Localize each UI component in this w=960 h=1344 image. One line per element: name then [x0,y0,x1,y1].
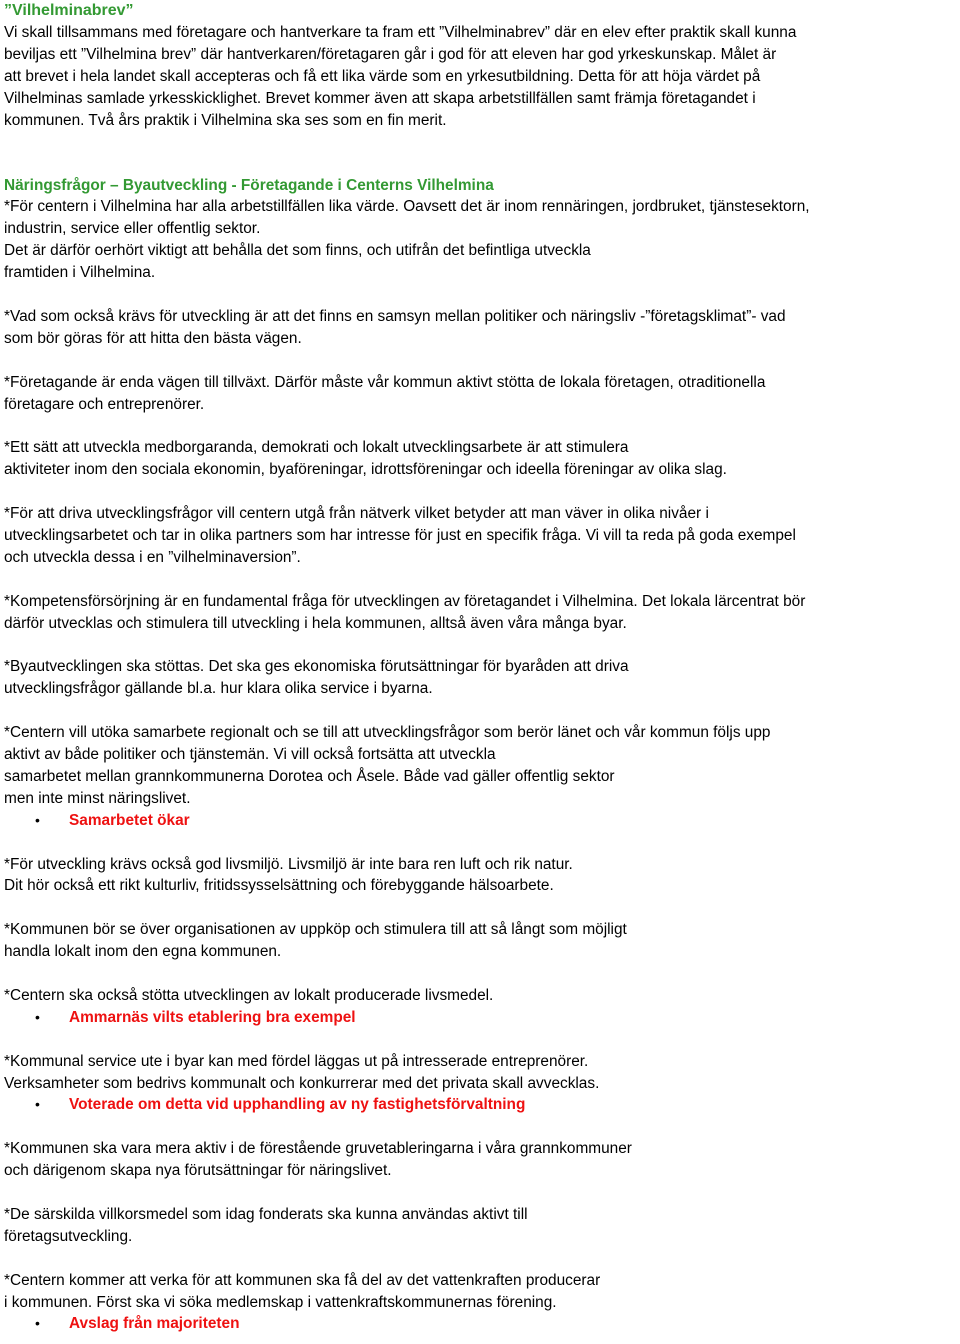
paragraph-line: *Centern ska också stötta utvecklingen av lokalt producerade livsmedel. [4,986,494,1004]
paragraph-line: *Företagande är enda vägen till tillväxt. Därför måste vår kommun aktivt stötta de lokala företagen, otraditionella [4,373,766,391]
paragraph-line: *Ett sätt att utveckla medborgaranda, demokrati och lokalt utvecklingsarbete är att stimulera [4,439,629,457]
paragraph-line: *Centern vill utöka samarbete regionalt och se till att utvecklingsfrågor som berör länet och vår kommun följs upp [4,724,771,742]
paragraph-line: *Kommunal service ute i byar kan med fördel läggas ut på intresserade entreprenörer. [4,1052,589,1070]
paragraph [4,306,960,350]
paragraph [4,437,960,481]
section-line: Det är därför oerhört viktigt att behålla det som finns, och utifrån det befintliga utveckla [4,242,591,260]
paragraph-line: *Kompetensförsörjning är en fundamental fråga för utvecklingen av företagandet i Vilhelmina. Det lokala lärcentrat bör [4,592,806,610]
section-line: framtiden i Vilhelmina. [4,264,156,282]
paragraph [4,372,960,416]
section-line: *För centern i Vilhelmina har alla arbetstillfällen lika värde. Oavsett det är inom rennäringen, jordbruket, tjänstesektorn, [4,198,810,216]
paragraph-line: *Vad som också krävs för utveckling är att det finns en samsyn mellan politiker och näringsliv -”företagsklimat”- vad [4,307,786,325]
paragraph-line: *De särskilda villkorsmedel som idag fonderats ska kunna användas aktivt till [4,1205,528,1223]
intro-title: ”Vilhelminabrev” [4,2,134,19]
paragraph [4,656,960,700]
section-heading: Näringsfrågor – Byautveckling - Företagande i Centerns Vilhelmina [4,176,494,194]
paragraph [4,985,960,1029]
paragraph-line: därför utvecklas och stimulera till utveckling i hela kommunen, alltså även våra många byar. [4,614,627,632]
paragraph-line: men inte minst näringslivet. [4,789,191,807]
paragraph-line: som bör göras för att hitta den bästa vägen. [4,329,302,347]
paragraph [4,503,960,569]
bullet-dot-icon: • [35,1096,40,1113]
paragraph-line: företagsutveckling. [4,1227,133,1245]
paragraph [4,854,960,898]
paragraph [4,1270,960,1336]
paragraph [4,1204,960,1248]
section-line: industrin, service eller offentlig sektor. [4,220,261,238]
paragraph-line: utvecklingsarbetet och tar in olika partners som har intresse för just en specifik fråga. Vi vill ta reda på goda exempel [4,526,796,544]
bullet-text: Avslag från majoriteten [69,1315,240,1333]
intro-line: att brevet i hela landet skall accepteras och få ett lika värde som en yrkesutbildning. Detta för att höja värdet på [4,67,761,85]
section-block [4,175,960,285]
intro-line: Vi skall tillsammans med företagare och hantverkare ta fram ett ”Vilhelminabrev” där en elev efter praktik skall kunna [4,24,797,41]
paragraph-line: *För utveckling krävs också god livsmiljö. Livsmiljö är inte bara ren luft och rik natur. [4,855,573,873]
intro-block [4,0,960,132]
paragraph-line: och utveckla dessa i en ”vilhelminaversion”. [4,548,301,566]
paragraph-line: *Byautvecklingen ska stöttas. Det ska ges ekonomiska förutsättningar för byaråden att driva [4,658,629,676]
paragraph [4,722,960,832]
bullet-dot-icon: • [35,1008,40,1025]
intro-body [4,22,960,132]
paragraph-line: utvecklingsfrågor gällande bl.a. hur klara olika service i byarna. [4,680,433,698]
paragraph-line: Verksamheter som bedrivs kommunalt och konkurrerar med det privata skall avvecklas. [4,1074,600,1092]
bullet-item [4,1094,960,1116]
intro-line: Vilhelminas samlade yrkesskicklighet. Brevet kommer även att skapa arbetstillfällen samt främja företagandet i [4,89,756,107]
paragraph [4,1051,960,1117]
bullet-text: Ammarnäs vilts etablering bra exempel [69,1008,356,1026]
paragraph-line: aktivt av både politiker och tjänstemän. Vi vill också fortsätta att utveckla [4,745,496,763]
bullet-item [4,1007,960,1029]
bullet-dot-icon: • [35,1315,40,1332]
paragraph-line: *Kommunen bör se över organisationen av uppköp och stimulera till att så långt som möjligt [4,921,627,939]
intro-line: kommunen. Två års praktik i Vilhelmina ska ses som en fin merit. [4,111,447,129]
bullet-text: Voterade om detta vid upphandling av ny fastighetsförvaltning [69,1096,526,1114]
paragraph [4,919,960,963]
paragraph-line: *Kommunen ska vara mera aktiv i de förestående gruvetableringarna i våra grannkommuner [4,1140,632,1158]
intro-line: beviljas ett ”Vilhelmina brev” där hantverkaren/företagaren går i god för att eleven har god yrkeskunskap. Målet är [4,45,777,63]
paragraph-line: och därigenom skapa nya förutsättningar för näringslivet. [4,1162,392,1180]
paragraph-line: företagare och entreprenörer. [4,395,205,413]
paragraph-line: samarbetet mellan grannkommunerna Dorotea och Åsele. Både vad gäller offentlig sektor [4,767,615,785]
paragraph-line: i kommunen. Först ska vi söka medlemskap i vattenkraftskommunernas förening. [4,1293,557,1311]
bullet-item [4,1313,960,1335]
paragraph-list [4,284,960,1335]
paragraph-line: handla lokalt inom den egna kommunen. [4,943,282,961]
paragraph-line: aktiviteter inom den sociala ekonomin, byaföreningar, idrottsföreningar och ideella föreningar av olika slag. [4,461,727,479]
section-body [4,196,960,284]
paragraph [4,1138,960,1182]
bullet-item [4,810,960,832]
paragraph [4,591,960,635]
paragraph-line: *Centern kommer att verka för att kommunen ska få del av det vattenkraften producerar [4,1271,601,1289]
paragraph-line: *För att driva utvecklingsfrågor vill centern utgå från nätverk vilket betyder att man väver in olika nivåer i [4,505,709,523]
paragraph-line: Dit hör också ett rikt kulturliv, fritidssysselsättning och förebyggande hälsoarbete. [4,877,554,895]
bullet-dot-icon: • [35,811,40,828]
bullet-text: Samarbetet ökar [69,811,190,829]
